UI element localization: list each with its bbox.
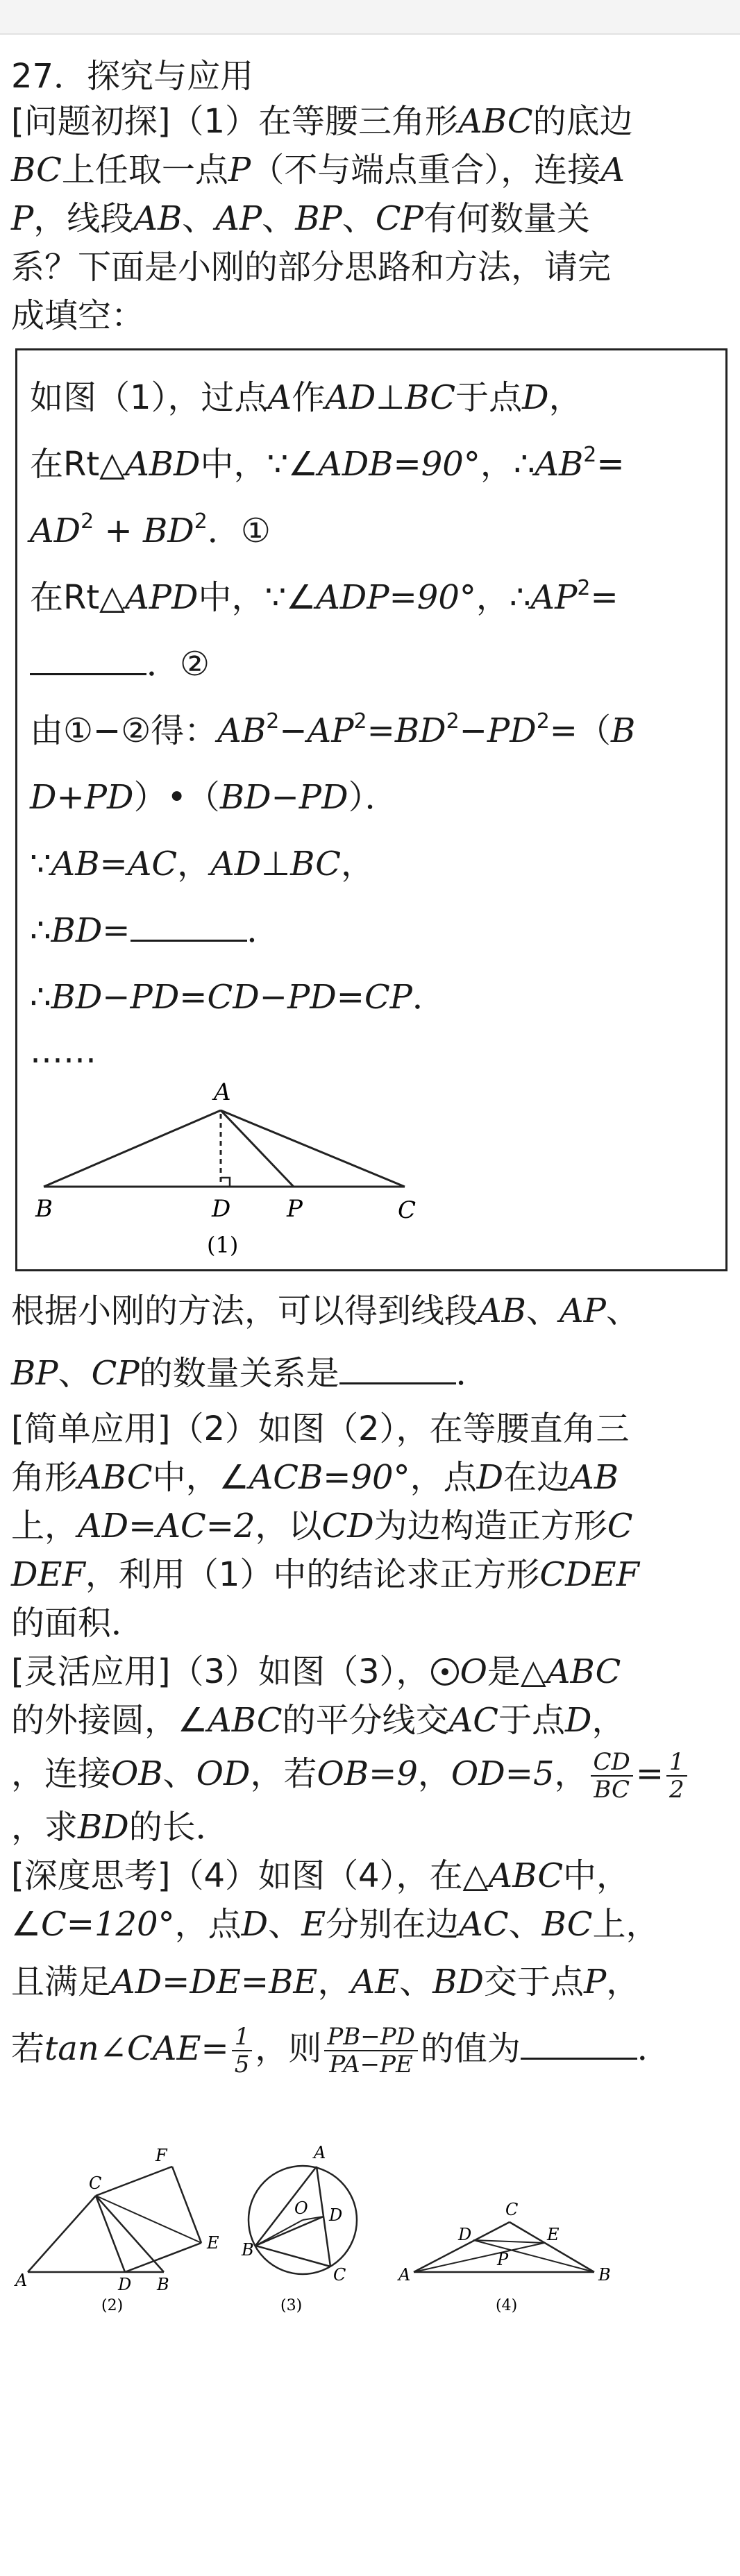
answer-blank-2[interactable] — [131, 935, 247, 942]
fig4-label-c: C — [505, 2200, 519, 2219]
part4-line4: 若tan∠CAE= $\frac{1}{5}$ ，则 $\frac{PB-PD}{PA-PE}$ 的值为 ． — [11, 2023, 671, 2078]
fig3-label-a: A — [314, 2143, 326, 2162]
fig1-label-b: B — [35, 1195, 53, 1223]
part1-line3: P，线段AB、AP、BP、CP有何数量关 — [11, 199, 590, 238]
fig2-label-e: E — [207, 2233, 219, 2253]
fig3-caption: (3) — [280, 2297, 303, 2314]
fig2-line-ed — [125, 2243, 201, 2272]
fig3-line-bc — [255, 2246, 330, 2266]
fig1-label-a: A — [214, 1078, 231, 1106]
box-line6: 由①−②得：$AB^2-AP^2=BD^2-PD^2=(B$ — [30, 709, 636, 750]
box-line10: ∴BD−PD=CD−PD=CP． — [30, 978, 446, 1017]
fig2-label-b: B — [157, 2275, 169, 2294]
fig3-line-ob — [255, 2220, 303, 2246]
fig3-label-b: B — [242, 2240, 254, 2260]
part3-line1: [灵活应用]（3）如图（3）， O是△ABC — [11, 1652, 621, 1691]
part1-line4: 系？下面是小刚的部分思路和方法，请完 — [11, 248, 612, 287]
part1-line1: [问题初探]（1）在等腰三角形ABC的底边 — [11, 102, 633, 141]
fig1-label-d: D — [212, 1195, 231, 1223]
top-bar — [0, 0, 740, 35]
circle-dot-symbol — [431, 1658, 459, 1686]
fig4-label-d: D — [458, 2225, 472, 2244]
fig4-label-p: P — [497, 2250, 509, 2269]
fig1-label-p: P — [287, 1195, 303, 1223]
figure-4 — [397, 2200, 611, 2314]
fig1-caption: (1) — [207, 1232, 239, 1258]
box-line7: D+PD）•（BD−PD）． — [30, 778, 398, 817]
part3-line2: 的外接圆，∠ABC的平分线交AC于点D， — [11, 1701, 625, 1740]
answer-blank-3[interactable] — [339, 1378, 456, 1384]
part4-line1: [深度思考]（4）如图（4），在△ABC中， — [11, 1856, 630, 1895]
part4-line3: 且满足AD=DE=BE，AE、BD交于点P， — [11, 1963, 640, 2001]
fig2-line-cf — [96, 2167, 172, 2196]
solution-box — [15, 348, 728, 1271]
fig1-label-c: C — [398, 1196, 417, 1224]
fig1-line-ac — [221, 1110, 405, 1187]
box-line1: 如图（1），过点A作AD⊥BC于点D， — [30, 378, 582, 417]
fig1-right-angle-mark — [221, 1178, 230, 1187]
box-line4: 在Rt△APD中，∵∠ADP=90°，$\therefore AP^2=$ — [30, 576, 619, 617]
figure-1 — [30, 1072, 432, 1260]
part2-line5: 的面积． — [11, 1604, 145, 1643]
fig3-label-d: D — [329, 2205, 343, 2225]
after-box-line2: BP、CP的数量关系是 ． — [11, 1354, 489, 1393]
fig3-label-c: C — [333, 2265, 346, 2285]
answer-blank-1[interactable] — [30, 669, 146, 675]
fig4-label-b: B — [598, 2265, 611, 2285]
figure-2 — [14, 2146, 219, 2314]
part2-line1: [简单应用]（2）如图（2），在等腰直角三 — [11, 1409, 630, 1448]
answer-blank-4[interactable] — [521, 2053, 637, 2060]
part2-line4: DEF，利用（1）中的结论求正方形CDEF — [11, 1555, 639, 1594]
fraction-one-fifth: $\frac{1}{5}$ — [232, 2024, 253, 2078]
fraction-pb-pd-over-pa-pe: $\frac{PB-PD}{PA-PE}$ — [324, 2024, 418, 2078]
fig2-label-d: D — [118, 2275, 132, 2294]
fig4-label-e: E — [547, 2225, 560, 2244]
fig3-label-o: O — [294, 2198, 308, 2218]
part2-line3: 上，AD=AC=2，以CD为边构造正方形C — [11, 1507, 633, 1545]
fig4-caption: (4) — [496, 2297, 518, 2314]
figures-2-3-4 — [11, 2085, 729, 2314]
fig2-line-ac — [28, 2196, 96, 2272]
box-line8: ∵AB=AC，AD⊥BC， — [30, 845, 374, 883]
after-box-line1: 根据小刚的方法，可以得到线段AB、AP、 — [11, 1291, 639, 1330]
part4-line2: ∠C=120°，点D、E分别在边AC、BC上， — [11, 1905, 659, 1944]
box-line9: ∴BD= ． — [30, 911, 280, 950]
fraction-cd-bc: $\frac{CD}{BC}$ — [591, 1749, 633, 1803]
fig1-line-ap — [221, 1110, 294, 1187]
part3-line3: ，连接OB、OD，若OB=9，OD=5， $\frac{CD}{BC}$ = $\frac{1}{2}$ — [11, 1745, 729, 1803]
question-content — [0, 56, 740, 2314]
part1-line5: 成填空： — [11, 296, 145, 335]
fig2-caption: (2) — [101, 2297, 124, 2314]
fig4-line-ae — [414, 2243, 544, 2272]
figure-3 — [241, 2143, 357, 2314]
fig1-line-ab — [44, 1110, 221, 1187]
fraction-one-half: $\frac{1}{2}$ — [666, 1749, 687, 1803]
fig2-label-c: C — [89, 2174, 102, 2193]
fig2-label-a: A — [15, 2271, 28, 2290]
fig4-label-a: A — [398, 2265, 411, 2285]
question-title: 27．探究与应用 — [11, 57, 254, 96]
part2-line2: 角形ABC中，∠ACB=90°，点D在边AB — [11, 1458, 619, 1497]
box-line5: ．② — [30, 631, 713, 697]
box-line11: …… — [30, 1032, 96, 1071]
part1-line2: BC上任取一点P（不与端点重合），连接A — [11, 151, 625, 189]
part3-line4: ，求BD的长． — [11, 1808, 229, 1847]
fig2-label-f: F — [155, 2146, 167, 2165]
box-line3: $AD^2 + BD^2$．① — [30, 509, 271, 550]
box-line2: 在Rt△ABD中，∵∠ADB=90°，$\therefore AB^2=$ — [30, 443, 625, 484]
